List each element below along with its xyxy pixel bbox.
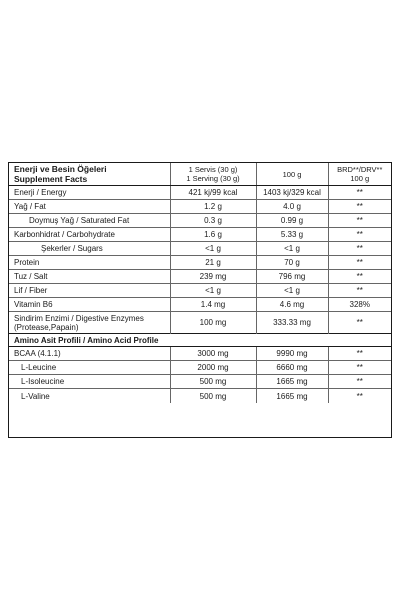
row-100g-value: <1 g — [256, 242, 328, 256]
drv-header-sub: 100 g — [350, 174, 370, 183]
column-header-serving — [170, 163, 256, 186]
row-serving-value: 100 mg — [170, 312, 256, 334]
title-english: Supplement Facts — [14, 174, 88, 184]
row-drv-value: ** — [328, 284, 391, 298]
row-serving-value: <1 g — [170, 242, 256, 256]
table-header-row — [9, 163, 391, 186]
row-drv-value: ** — [328, 214, 391, 228]
row-100g-value: 1665 mg — [256, 375, 328, 389]
table-row-fat — [9, 200, 391, 214]
row-serving-value: 421 kj/99 kcal — [170, 186, 256, 200]
row-serving-value: 500 mg — [170, 375, 256, 389]
serving-header-english: 1 Serving (30 g) — [186, 174, 240, 183]
row-label: Protein — [9, 256, 170, 270]
row-drv-value: ** — [328, 347, 391, 361]
amino-section-row — [9, 334, 391, 347]
row-drv-value: ** — [328, 270, 391, 284]
row-100g-value: 6660 mg — [256, 361, 328, 375]
row-drv-value: ** — [328, 312, 391, 334]
row-serving-value: 1.6 g — [170, 228, 256, 242]
row-100g-value: 1665 mg — [256, 389, 328, 404]
table-row-saturated-fat — [9, 214, 391, 228]
row-drv-value: ** — [328, 256, 391, 270]
row-label: Yağ / Fat — [9, 200, 170, 214]
amino-section-title: Amino Asit Profili / Amino Acid Profile — [9, 334, 391, 347]
row-serving-value: 3000 mg — [170, 347, 256, 361]
table-row-digestive-enzymes — [9, 312, 391, 334]
column-header-drv — [328, 163, 391, 186]
row-serving-value: 1.4 mg — [170, 298, 256, 312]
drv-header-label: BRD**/DRV** — [337, 165, 383, 174]
row-label: BCAA (4.1.1) — [9, 347, 170, 361]
row-label: Sindirim Enzimi / Digestive Enzymes (Protease,Papain) — [9, 312, 170, 334]
table-row-l-valine — [9, 389, 391, 404]
row-serving-value: 239 mg — [170, 270, 256, 284]
row-100g-value: 0.99 g — [256, 214, 328, 228]
table-row-protein — [9, 256, 391, 270]
row-label: Tuz / Salt — [9, 270, 170, 284]
row-serving-value: 0.3 g — [170, 214, 256, 228]
row-100g-value: 9990 mg — [256, 347, 328, 361]
row-drv-value: ** — [328, 242, 391, 256]
row-100g-value: <1 g — [256, 284, 328, 298]
row-drv-value: 328% — [328, 298, 391, 312]
row-drv-value: ** — [328, 186, 391, 200]
row-label: Enerji / Energy — [14, 188, 67, 197]
row-serving-value: 1.2 g — [170, 200, 256, 214]
row-label: Doymuş Yağ / Saturated Fat — [9, 214, 170, 228]
row-label: Şekerler / Sugars — [9, 242, 170, 256]
table-row-vitamin-b6 — [9, 298, 391, 312]
table-row-energy — [9, 186, 391, 200]
column-header-100g: 100 g — [256, 163, 328, 186]
row-label: L-Valine — [9, 389, 170, 404]
row-100g-value: 1403 kj/329 kcal — [256, 186, 328, 200]
supplement-facts-panel — [8, 162, 392, 438]
row-serving-value: 2000 mg — [170, 361, 256, 375]
row-drv-value: ** — [328, 375, 391, 389]
title-turkish: Enerji ve Besin Öğeleri — [14, 164, 107, 174]
row-serving-value: 500 mg — [170, 389, 256, 404]
row-label: Lif / Fiber — [9, 284, 170, 298]
row-100g-value: 5.33 g — [256, 228, 328, 242]
row-drv-value: ** — [328, 200, 391, 214]
row-label: L-Isoleucine — [9, 375, 170, 389]
row-serving-value: 21 g — [170, 256, 256, 270]
serving-header-turkish: 1 Servis (30 g) — [188, 165, 238, 174]
table-row-sugars — [9, 242, 391, 256]
table-row-l-leucine — [9, 361, 391, 375]
table-title — [9, 163, 170, 186]
table-row-fiber — [9, 284, 391, 298]
table-row-bcaa — [9, 347, 391, 361]
row-100g-value: 4.0 g — [256, 200, 328, 214]
row-100g-value: 796 mg — [256, 270, 328, 284]
row-label: Karbonhidrat / Carbohydrate — [9, 228, 170, 242]
table-row-carbohydrate — [9, 228, 391, 242]
row-100g-value: 4.6 mg — [256, 298, 328, 312]
row-drv-value: ** — [328, 228, 391, 242]
row-100g-value: 70 g — [256, 256, 328, 270]
supplement-facts-table — [9, 163, 391, 403]
row-drv-value: ** — [328, 361, 391, 375]
table-row-salt — [9, 270, 391, 284]
row-serving-value: <1 g — [170, 284, 256, 298]
row-label: L-Leucine — [9, 361, 170, 375]
table-row-l-isoleucine — [9, 375, 391, 389]
row-drv-value: ** — [328, 389, 391, 404]
row-100g-value: 333.33 mg — [256, 312, 328, 334]
row-label: Vitamin B6 — [9, 298, 170, 312]
